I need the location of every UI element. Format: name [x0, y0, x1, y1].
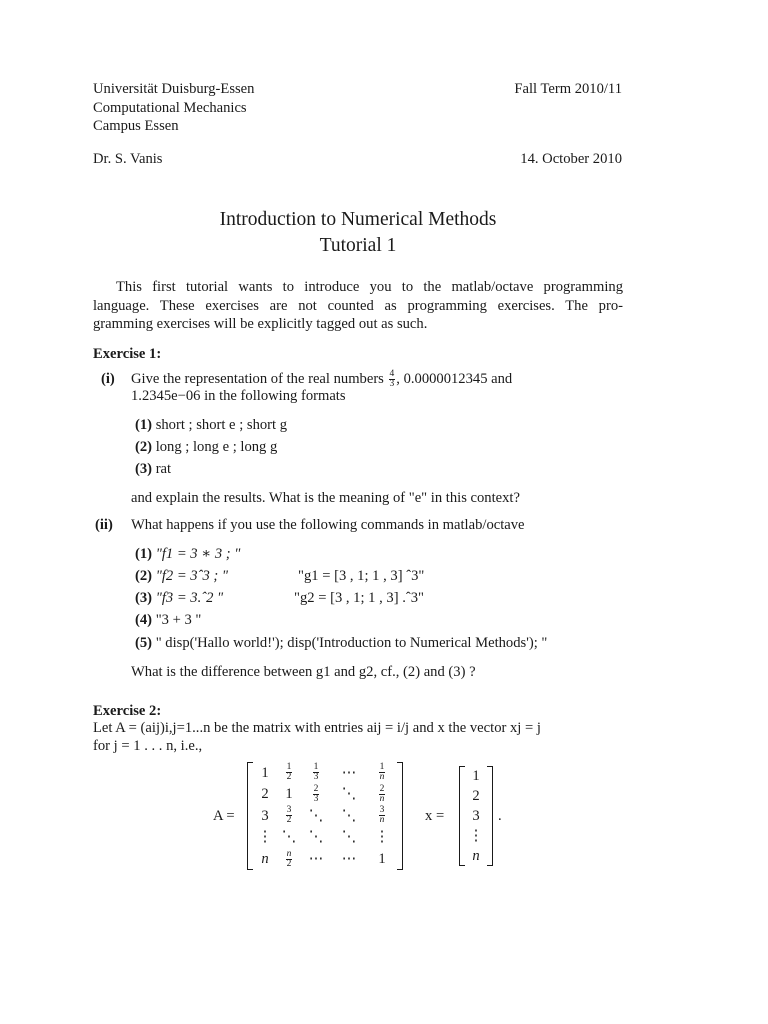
command-item-5: (5) " disp('Hallo world!'); disp('Introduction to Numerical Methods'); ": [135, 635, 548, 651]
vector-bracket-right: [487, 766, 493, 866]
author-name: Dr. S. Vanis: [93, 151, 163, 167]
command-item-2: (2) "f2 = 3ˆ3 ; ": [135, 568, 229, 584]
command-item-1: (1) "f1 = 3 ∗ 3 ; ": [135, 546, 241, 562]
exercise-2-line-2: for j = 1 . . . n, i.e.,: [93, 738, 203, 754]
command-item-3-extra: "g2 = [3 , 1; 1 , 3] .ˆ3": [294, 590, 424, 606]
exercise-1-heading: Exercise 1:: [93, 346, 162, 362]
campus-name: Campus Essen: [93, 118, 179, 134]
part-i-label: (i): [101, 371, 115, 387]
header-affiliation: [93, 80, 254, 136]
matrix-a-entries: 1 $\frac{1}{2}$ $\frac{1}{3}$ ⋯ $\frac{1}{n}$ 2 1 $\frac{2}{3}$ ⋱ $\frac{2}{n}$ 3 $\frac{3}{2}$ ⋱ ⋱ $\frac{3}{n}$ ⋮ ⋱ ⋱ ⋱ ⋮ n $\frac{n}{2}$ ⋯ ⋯ 1: [257, 762, 390, 869]
command-item-2-extra: "g1 = [3 , 1; 1 , 3] ˆ3": [298, 568, 425, 584]
department-name: Computational Mechanics: [93, 99, 247, 116]
intro-paragraph: [93, 278, 623, 334]
format-item-2: (2) long ; long e ; long g: [135, 439, 278, 455]
exercise-2-line-1: Let A = (aij)i,j=1...n be the matrix with entries aij = i/j and x the vector xj = j: [93, 720, 541, 736]
document-title: Introduction to Numerical Methods: [219, 209, 497, 230]
part-ii-label: (ii): [95, 517, 113, 533]
format-item-1: (1) short ; short e ; short g: [135, 417, 288, 433]
exercise-2-heading: Exercise 2:: [93, 703, 162, 719]
intro-line-2: language. These exercises are not counted as programming exercises. The pro-: [93, 297, 623, 314]
part-ii-text: What happens if you use the following commands in matlab/octave: [131, 517, 525, 533]
part-i-line-1: Give the representation of the real numbers $\frac{4}{3}$ , 0.0000012345 and: [131, 369, 513, 390]
intro-line-3: gramming exercises will be explicitly tagged out as such.: [93, 316, 428, 332]
vector-x-label: x =: [425, 808, 445, 824]
format-item-3: (3) rat: [135, 461, 172, 477]
university-name: Universität Duisburg-Essen: [93, 81, 255, 97]
vector-x: [459, 766, 493, 866]
vector-x-entries: 1 2 3 ⋮ n: [468, 767, 484, 864]
part-i-followup: and explain the results. What is the meaning of "e" in this context?: [131, 490, 520, 506]
intro-line-1: This first tutorial wants to introduce you to the matlab/octave programming: [116, 279, 623, 295]
fraction-4-3: $\frac{4}{3}$: [389, 369, 395, 390]
part-ii-question: What is the difference between g1 and g2, cf., (2) and (3) ?: [131, 664, 476, 680]
part-i-line-2: 1.2345e−06 in the following formats: [131, 388, 346, 404]
vector-trailing-period: .: [498, 808, 502, 824]
document-date: 14. October 2010: [520, 151, 622, 167]
matrix-bracket-right: [397, 762, 403, 870]
matrix-a: [247, 762, 403, 870]
term-label: Fall Term 2010/11: [514, 81, 622, 97]
command-item-3: (3) "f3 = 3.ˆ2 ": [135, 590, 224, 606]
document-subtitle: Tutorial 1: [319, 235, 397, 256]
command-item-4: (4) "3 + 3 ": [135, 612, 202, 628]
matrix-a-label: A =: [213, 808, 235, 824]
